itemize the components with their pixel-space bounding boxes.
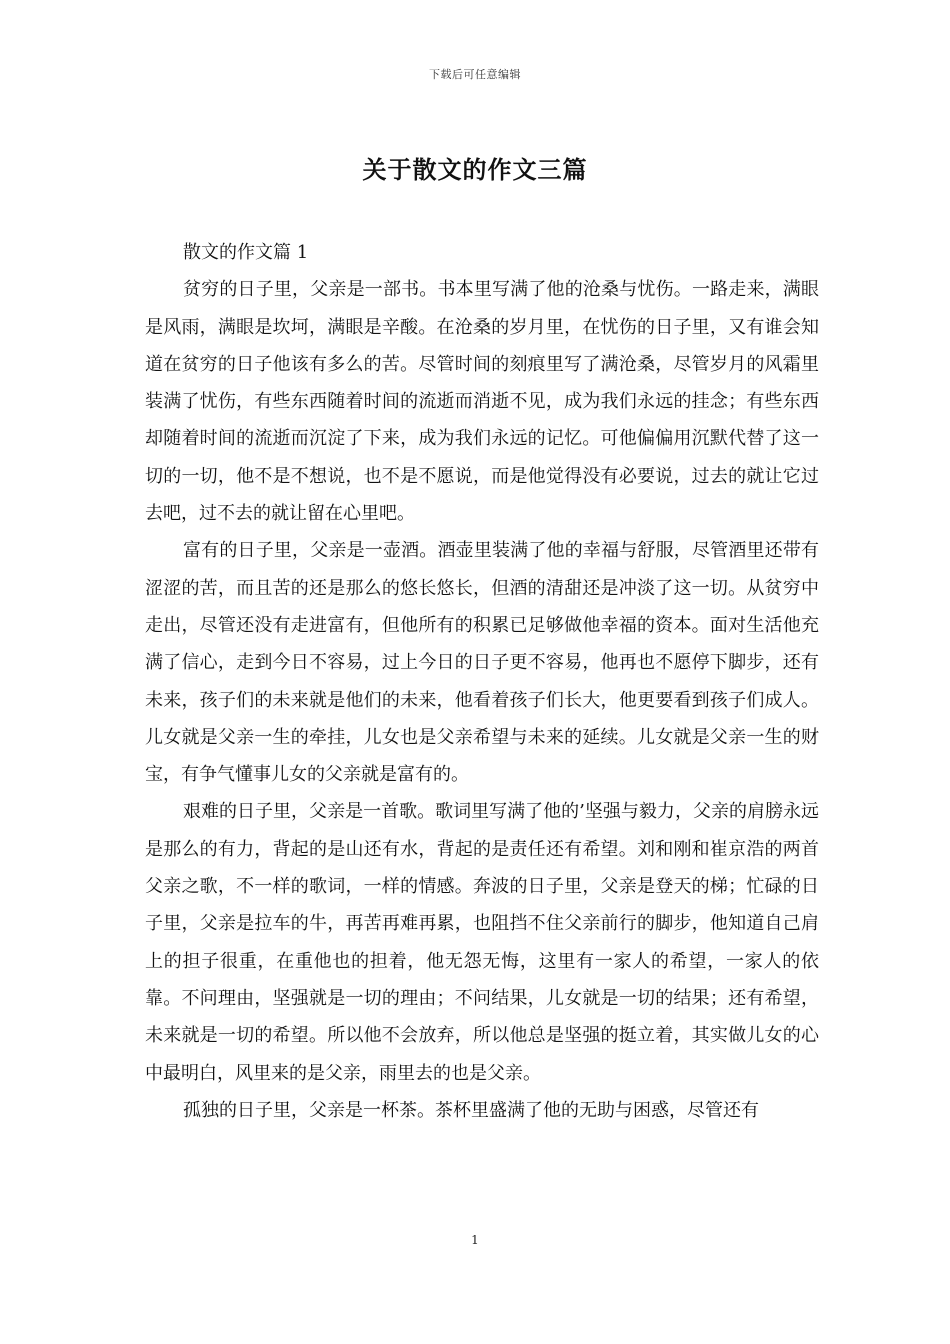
paragraph-2: 富有的日子里，父亲是一壶酒。酒壶里装满了他的幸福与舒服，尽管酒里还带有涩涩的苦，而且苦的还是那么的悠长悠长，但酒的清甜还是冲淡了这一切。从贫穷中走出，尽管还没有走进富有，但他所有的积累已足够做他幸福的资本。面对生活他充满了信心，走到今日不容易，过上今日的日子更不容易，他再也不愿停下脚步，还有未来，孩子们的未来就是他们的未来，他看着孩子们长大，他更要看到孩子们成人。儿女就是父亲一生的牵挂，儿女也是父亲希望与未来的延续。儿女就是父亲一生的财宝，有争气懂事儿女的父亲就是富有的。 — [145, 540, 819, 786]
page-number: 1 — [471, 1233, 479, 1247]
paragraph-1: 贫穷的日子里，父亲是一部书。书本里写满了他的沧桑与忧伤。一路走来，满眼是风雨，满眼是坎坷，满眼是辛酸。在沧桑的岁月里，在忧伤的日子里，又有谁会知道在贫穷的日子他该有多么的苦。尽管时间的刻痕里写了满沧桑，尽管岁月的风霜里装满了忧伤，有些东西随着时间的流逝而消逝不见，成为我们永远的挂念；有些东西却随着时间的流逝而沉淀了下来，成为我们永远的记忆。可他偏偏用沉默代替了这一切的一切，他不是不想说，也不是不愿说，而是他觉得没有必要说，过去的就让它过去吧，过不去的就让留在心里吧。 — [145, 279, 819, 525]
paragraph-4: 孤独的日子里，父亲是一杯茶。茶杯里盛满了他的无助与困惑，尽管还有 — [183, 1099, 759, 1121]
section-heading: 散文的作文篇 1 — [183, 242, 309, 263]
header-note: 下载后可任意编辑 — [429, 68, 521, 81]
paragraph-3: 艰难的日子里，父亲是一首歌。歌词里写满了他的’坚强与毅力，父亲的肩膀永远是那么的有力，背起的是山还有水，背起的是责任还有希望。刘和刚和崔京浩的两首父亲之歌，不一样的歌词，一样的情感。奔波的日子里，父亲是登天的梯；忙碌的日子里，父亲是拉车的牛，再苦再难再累，也阻挡不住父亲前行的脚步，他知道自己肩上的担子很重，在重他也的担着，他无怨无悔，这里有一家人的希望，一家人的依靠。不问理由，坚强就是一切的理由；不问结果，儿女就是一切的结果；还有希望，未来就是一切的希望。所以他不会放弃，所以他总是坚强的挺立着，其实做儿女的心中最明白，风里来的是父亲，雨里去的也是父亲。 — [145, 801, 819, 1084]
document-body — [145, 234, 819, 1129]
document-title: 关于散文的作文三篇 — [362, 155, 588, 184]
